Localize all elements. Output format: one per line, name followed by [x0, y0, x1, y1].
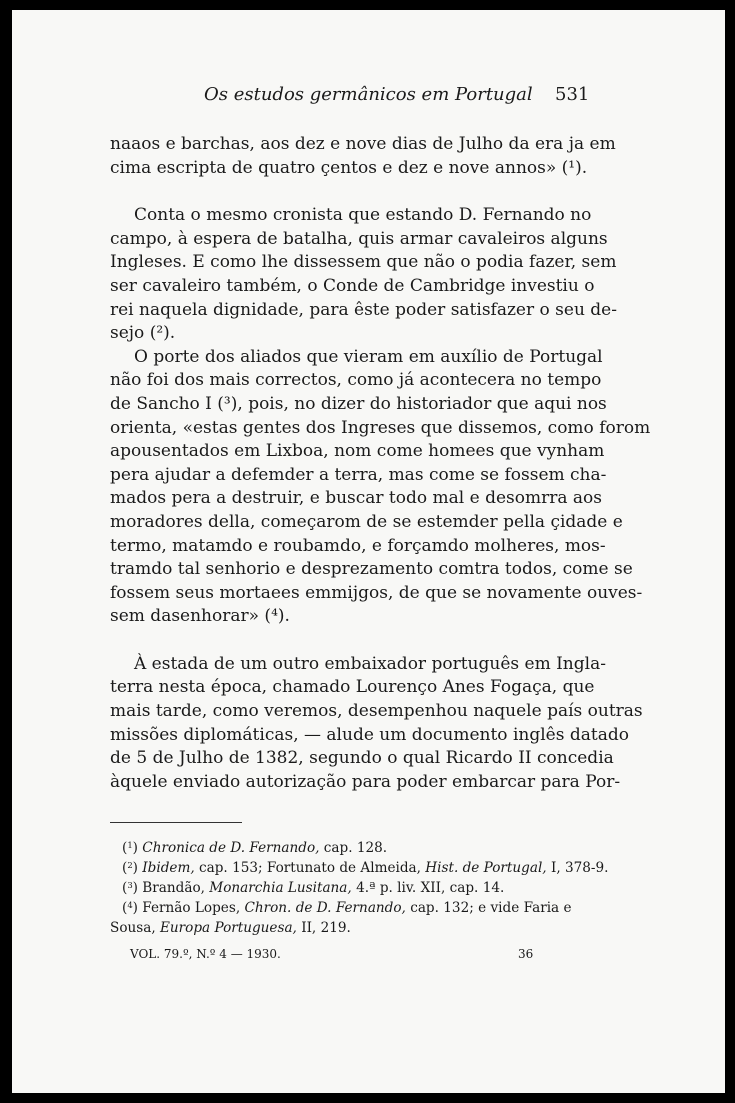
text-line: O porte dos aliados que vieram em auxílio de Portugal [134, 346, 603, 367]
body-text [110, 133, 651, 794]
text-line: sem dasenhorar» (⁴). [110, 606, 290, 627]
text-line: moradores della, começarom de se estemder pella çidade e [110, 511, 623, 532]
text-line: naaos e barchas, aos dez e nove dias de Julho da era ja em [110, 134, 616, 154]
paragraph-4 [110, 653, 643, 795]
footnote-3: ($^3$) Brandão, Monarchia Lusitana, 4.ª p. liv. XII, cap. 14. [122, 880, 505, 896]
text-line: apousentados em Lixboa, nom come homees que vynham [110, 441, 605, 462]
text-line: fossem seus mortaees emmijgos, de que se novamente ouves- [110, 582, 643, 603]
sheet-number: 36 [518, 947, 534, 961]
text-line: terra nesta época, chamado Lourenço Anes Fogaça, que [110, 677, 595, 698]
footnotes [110, 838, 609, 938]
paragraph-2 [110, 204, 617, 346]
text-line: de 5 de Julho de 1382, segundo o qual Ricardo II concedia [110, 748, 614, 769]
page-header [12, 82, 725, 112]
paragraph-1 [110, 133, 616, 180]
footnote-2: ($^2$) Ibidem, cap. 153; Fortunato de Almeida, Hist. de Portugal, I, 378-9. [122, 860, 609, 876]
book-page [12, 10, 725, 1093]
text-line: campo, à espera de batalha, quis armar cavaleiros alguns [110, 228, 608, 249]
text-line: rei naquela dignidade, para êste poder satisfazer o seu de- [110, 299, 617, 320]
footnote-divider [110, 822, 242, 823]
text-line: ser cavaleiro também, o Conde de Cambridge investiu o [110, 275, 595, 296]
text-line: àquele enviado autorização para poder embarcar para Por- [110, 771, 621, 792]
volume-info: VOL. 79.º, N.º 4 — 1930. [130, 947, 281, 961]
text-line: cima escripta de quatro çentos e dez e nove annos» (¹). [110, 157, 588, 178]
signature-line [12, 947, 725, 967]
text-line: termo, matamdo e roubamdo, e forçamdo molheres, mos- [110, 535, 606, 556]
footnote-4: ($^4$) Fernão Lopes, Chron. de D. Fernando, cap. 132; e vide Faria e [122, 900, 572, 916]
text-line: não foi dos mais correctos, como já acontecera no tempo [110, 370, 602, 391]
footnote-1: ($^1$) Chronica de D. Fernando, cap. 128. [122, 840, 388, 856]
text-line: de Sancho I (³), pois, no dizer do historiador que aqui nos [110, 393, 607, 414]
text-line: pera ajudar a defemder a terra, mas come se fossem cha- [110, 464, 607, 485]
text-line: Conta o mesmo cronista que estando D. Fernando no [134, 205, 592, 226]
text-line: Ingleses. E como lhe dissessem que não o podia fazer, sem [110, 252, 617, 273]
text-line: tramdo tal senhorio e desprezamento comtra todos, come se [110, 559, 633, 580]
text-line: mados pera a destruir, e buscar todo mal e desomrra aos [110, 488, 602, 509]
footnote-4-continuation: Sousa, Europa Portuguesa, II, 219. [110, 920, 351, 936]
text-line: sejo (²). [110, 323, 176, 344]
page-number: 531 [555, 84, 590, 105]
text-line: mais tarde, como veremos, desempenhou naquele país outras [110, 701, 643, 722]
running-title: Os estudos germânicos em Portugal [204, 84, 533, 105]
paragraph-3 [110, 346, 651, 629]
text-line: orienta, «estas gentes dos Ingreses que dissemos, como forom [110, 417, 651, 438]
text-line: À estada de um outro embaixador português em Ingla- [134, 653, 606, 674]
text-line: missões diplomáticas, — alude um documento inglês datado [110, 724, 629, 745]
